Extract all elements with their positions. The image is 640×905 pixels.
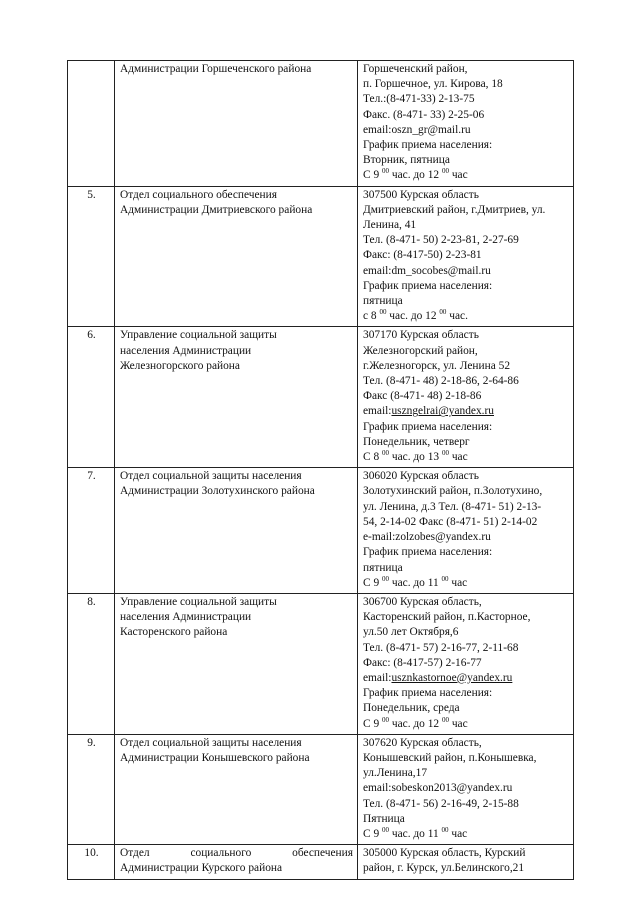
contact-info-line <box>363 484 569 499</box>
contact-info-line: с 8 $^{00}$ час. до 12 $^{00}$ час. <box>363 308 468 323</box>
contact-text: ул.50 лет Октября,6 <box>363 626 459 639</box>
contact-text: 306020 Курская область <box>363 470 479 483</box>
contact-info-line <box>363 92 569 107</box>
table-row <box>68 734 574 844</box>
organization-name-line: Администрации Конышевского района <box>120 751 310 764</box>
table-row <box>68 186 574 327</box>
contact-info-line <box>363 469 569 484</box>
contact-info-line <box>363 138 569 153</box>
organization-name <box>115 327 358 468</box>
contact-info-line <box>363 641 569 656</box>
contact-info-line <box>363 561 569 576</box>
organization-name-line: Железногорского района <box>120 359 240 372</box>
contact-text: пятница <box>363 295 403 308</box>
contact-text: Золотухинский район, п.Золотухино, <box>363 485 543 498</box>
organization-name <box>115 61 358 187</box>
organization-name <box>115 186 358 327</box>
contact-text: Ленина, 41 <box>363 219 417 232</box>
contact-info-line <box>363 545 569 560</box>
contact-info-line <box>363 812 569 827</box>
contact-text: Тел. (8-471- 57) 2-16-77, 2-11-68 <box>363 641 519 654</box>
contact-text: Тел. (8-471- 48) 2-18-86, 2-64-86 <box>363 375 519 388</box>
organization-name-line: Отдел социального обеспечения <box>120 847 353 860</box>
contact-text: График приема населения: <box>363 546 493 559</box>
contact-text: Пятница <box>363 812 405 825</box>
table-row <box>68 468 574 594</box>
contact-text: Факс: (8-417-57) 2-16-77 <box>363 656 482 669</box>
contact-info-line <box>363 595 569 610</box>
organization-name <box>115 593 358 734</box>
contact-text: email:oszn_gr@mail.ru <box>363 123 471 136</box>
contact-info-line <box>363 248 569 263</box>
contact-text: email: <box>363 671 392 684</box>
organization-name <box>115 468 358 594</box>
contact-text: Касторенский район, п.Касторное, <box>363 611 531 624</box>
contact-info-line <box>363 610 569 625</box>
organization-name-line: Отдел социальной защиты населения <box>120 470 302 483</box>
contact-info-line <box>363 328 569 343</box>
contact-info-line <box>363 656 569 671</box>
contact-text: email:dm_socobes@mail.ru <box>363 264 491 277</box>
row-number: 5. <box>68 186 115 327</box>
contact-text: 305000 Курская область, Курский <box>363 847 526 860</box>
table-row <box>68 61 574 187</box>
contact-info-line <box>363 420 569 435</box>
contact-info-line <box>363 344 569 359</box>
contact-info-line: С 9 $^{00}$ час. до 12 $^{00}$ час <box>363 715 468 730</box>
contact-info-line <box>363 686 569 701</box>
contact-info-line <box>363 264 569 279</box>
contact-info-line <box>363 625 569 640</box>
row-number: 6. <box>68 327 115 468</box>
contact-text: Железногорский район, <box>363 344 478 357</box>
contact-info-line <box>363 203 569 218</box>
organization-name-line: Администрации Горшеченского района <box>120 63 312 75</box>
contact-text: График приема населения: <box>363 420 493 433</box>
row-number: 10. <box>68 845 115 879</box>
contact-info-line <box>363 153 569 168</box>
contact-text: Дмитриевский район, г.Дмитриев, ул. <box>363 203 546 216</box>
organization-name <box>115 734 358 844</box>
row-number: 7. <box>68 468 115 594</box>
contact-text: Тел. (8-471- 50) 2-23-81, 2-27-69 <box>363 234 519 247</box>
table-row <box>68 845 574 879</box>
contact-text: График приема населения: <box>363 687 493 700</box>
contact-info <box>358 186 574 327</box>
contact-info-line <box>363 62 569 77</box>
contact-info-line: С 9 $^{00}$ час. до 11 $^{00}$ час <box>363 574 468 589</box>
social-protection-offices-table <box>67 60 574 880</box>
contact-info-line <box>363 797 569 812</box>
contact-info-line <box>363 861 569 876</box>
contact-info-line <box>363 671 569 686</box>
contact-text: e-mail:zolzobes@yandex.ru <box>363 531 491 544</box>
organization-name-line: Управление социальной защиты <box>120 329 277 342</box>
contact-info-line <box>363 500 569 515</box>
contact-text: Понедельник, четверг <box>363 435 470 448</box>
contact-text: email: <box>363 405 392 418</box>
contact-text: 307500 Курская область <box>363 188 479 201</box>
contact-info-line <box>363 294 569 309</box>
contact-info-line <box>363 781 569 796</box>
contact-info <box>358 734 574 844</box>
row-number <box>68 61 115 187</box>
contact-info-line <box>363 766 569 781</box>
organization-name-line: Администрации Курского района <box>120 862 283 875</box>
contact-text: Понедельник, среда <box>363 702 460 715</box>
organization-name-line: Администрации Золотухинского района <box>120 485 315 498</box>
contact-text: График приема населения: <box>363 139 493 152</box>
contact-info-line <box>363 751 569 766</box>
contact-info <box>358 327 574 468</box>
contact-info-line <box>363 389 569 404</box>
contact-text: Вторник, пятница <box>363 154 450 167</box>
contact-text: ул.Ленина,17 <box>363 767 428 780</box>
organization-name-line: населения Администрации <box>120 344 252 357</box>
row-number: 8. <box>68 593 115 734</box>
table-row <box>68 327 574 468</box>
organization-name-line: Управление социальной защиты <box>120 595 277 608</box>
contact-info <box>358 845 574 879</box>
contact-info-line: С 9 $^{00}$ час. до 12 $^{00}$ час <box>363 167 468 182</box>
contact-info-line <box>363 188 569 203</box>
contact-info <box>358 61 574 187</box>
contact-info-line <box>363 435 569 450</box>
contact-text: 54, 2-14-02 Факс (8-471- 51) 2-14-02 <box>363 515 538 528</box>
organization-name-line: Отдел социального обеспечения <box>120 188 277 201</box>
contact-text: Тел. (8-471- 56) 2-16-49, 2-15-88 <box>363 797 519 810</box>
contact-text: район, г. Курск, ул.Белинского,21 <box>363 862 525 875</box>
contact-info-line <box>363 530 569 545</box>
organization-name-line: Отдел социальной защиты населения <box>120 736 302 749</box>
contact-text: 307170 Курская область <box>363 329 479 342</box>
contact-text: пятница <box>363 561 403 574</box>
contact-info-line <box>363 279 569 294</box>
organization-name-line: Касторенского района <box>120 626 228 639</box>
organization-name <box>115 845 358 879</box>
contact-info-line <box>363 515 569 530</box>
contact-info <box>358 593 574 734</box>
contact-info-line <box>363 374 569 389</box>
contact-text: Горшеченский район, <box>363 63 468 75</box>
contact-info-line: С 8 $^{00}$ час. до 13 $^{00}$ час <box>363 449 468 464</box>
organization-name-line: Администрации Дмитриевского района <box>120 203 313 216</box>
contact-info <box>358 468 574 594</box>
contact-info-line <box>363 846 569 861</box>
contact-text: Конышевский район, п.Конышевка, <box>363 751 537 764</box>
contact-info-line <box>363 359 569 374</box>
contact-info-line <box>363 404 569 419</box>
contact-text: ул. Ленина, д.3 Тел. (8-471- 51) 2-13- <box>363 500 542 513</box>
contact-info-line <box>363 701 569 716</box>
email-link[interactable]: usznkastornoe@yandex.ru <box>391 671 513 684</box>
contact-text: Тел.:(8-471-33) 2-13-75 <box>363 93 475 106</box>
organization-name-line: населения Администрации <box>120 611 252 624</box>
contact-text: Факс: (8-417-50) 2-23-81 <box>363 249 482 262</box>
contact-info-line <box>363 77 569 92</box>
contact-text: 307620 Курская область, <box>363 736 482 749</box>
contact-text: г.Железногорск, ул. Ленина 52 <box>363 359 511 372</box>
contact-text: 306700 Курская область, <box>363 595 482 608</box>
contact-info-line <box>363 233 569 248</box>
contact-text: График приема населения: <box>363 279 493 292</box>
contact-info-line <box>363 123 569 138</box>
table-body <box>68 61 574 880</box>
contact-info-line: С 9 $^{00}$ час. до 11 $^{00}$ час <box>363 825 468 840</box>
contact-text: email:sobeskon2013@yandex.ru <box>363 782 513 795</box>
contact-info-line <box>363 736 569 751</box>
contact-text: Факс (8-471- 48) 2-18-86 <box>363 390 482 403</box>
contact-info-line <box>363 108 569 123</box>
contact-text: п. Горшечное, ул. Кирова, 18 <box>363 78 503 91</box>
contact-info-line <box>363 218 569 233</box>
table-row <box>68 593 574 734</box>
row-number: 9. <box>68 734 115 844</box>
email-link[interactable]: uszngelrai@yandex.ru <box>391 405 494 418</box>
contact-text: Факс. (8-471- 33) 2-25-06 <box>363 108 485 121</box>
